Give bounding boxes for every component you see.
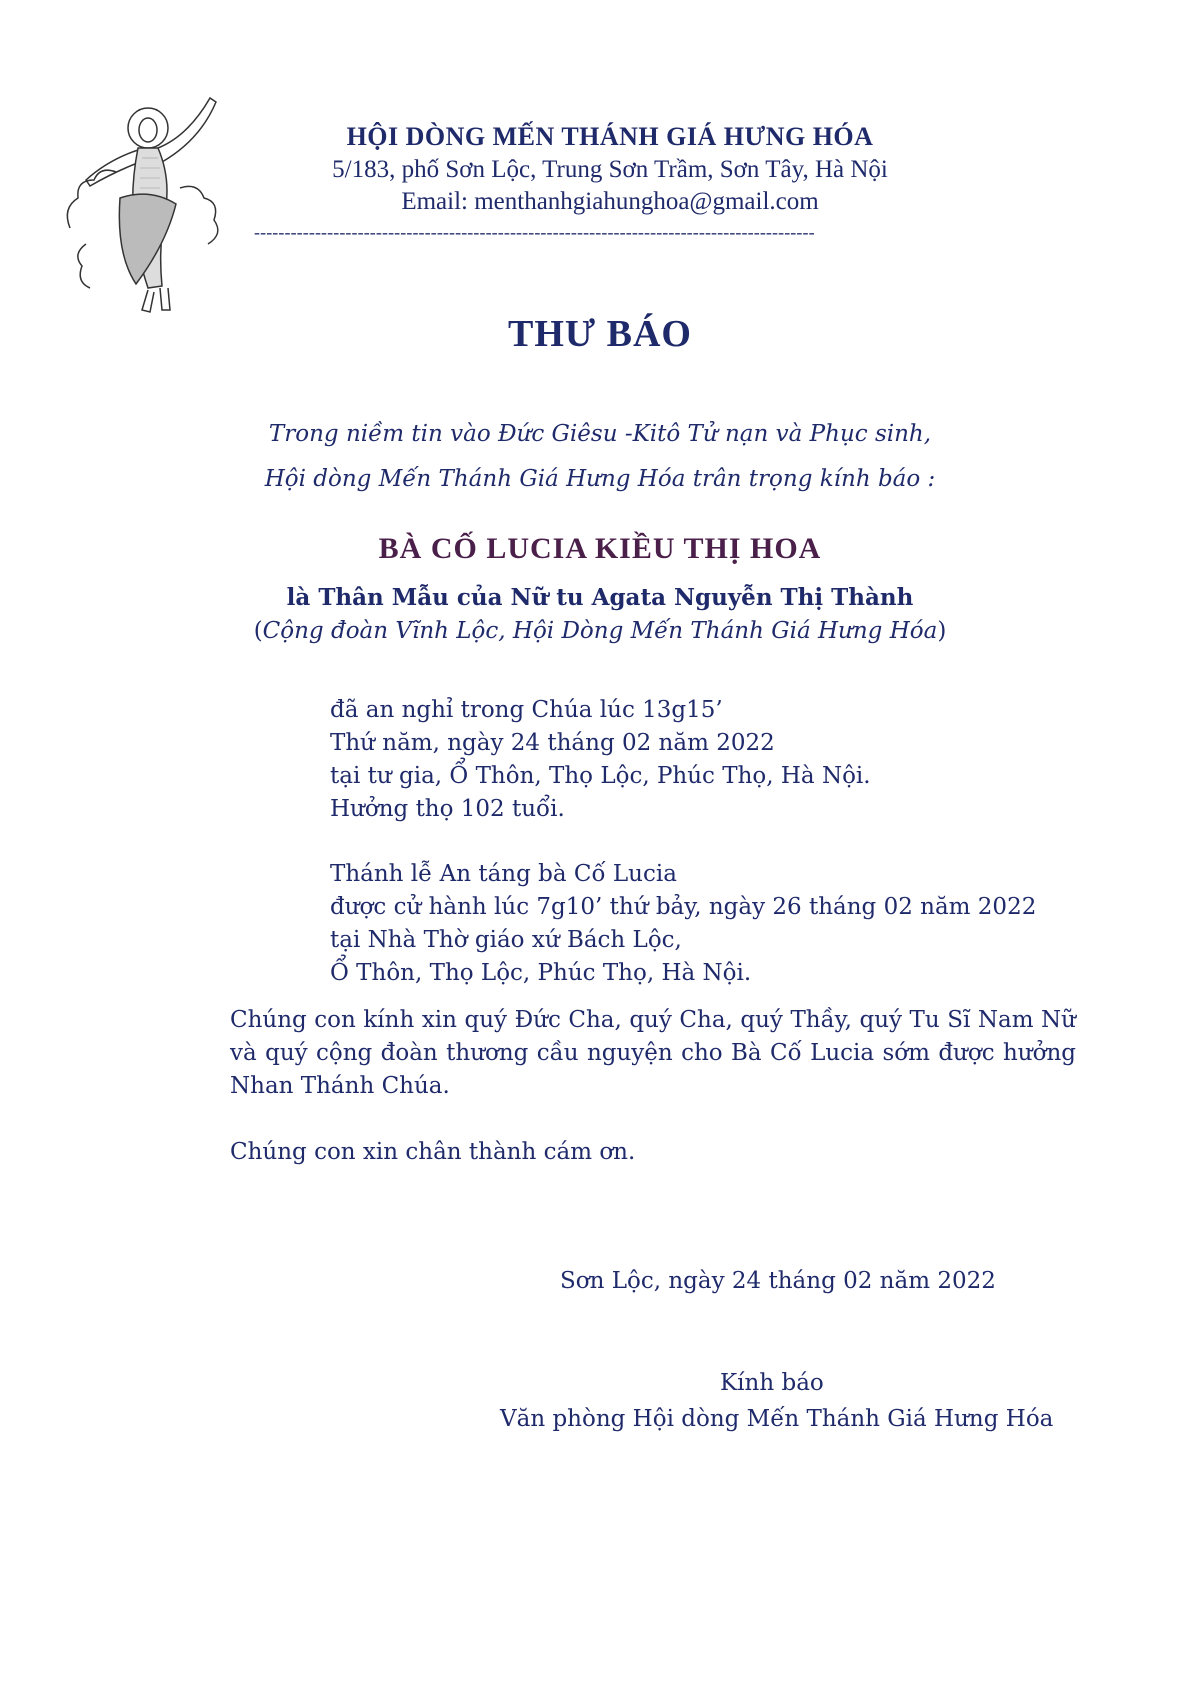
death-info-line: Hưởng thọ 102 tuổi. (330, 796, 565, 822)
header-separator: -------------------------------------------------------------------------------------------- (254, 222, 815, 242)
community-name: Cộng đoàn Vĩnh Lộc, Hội Dòng Mến Thánh Giá Hưng Hóa (262, 618, 938, 644)
thanks-line: Chúng con xin chân thành cám ơn. (230, 1139, 636, 1165)
funeral-info-line: Ổ Thôn, Thọ Lộc, Phúc Thọ, Hà Nội. (330, 960, 752, 986)
death-info-line: Thứ năm, ngày 24 tháng 02 năm 2022 (330, 730, 775, 756)
page-title: THƯ BÁO (508, 313, 692, 355)
funeral-info-line: tại Nhà Thờ giáo xứ Bách Lộc, (330, 927, 682, 953)
org-address: 5/183, phố Sơn Lộc, Trung Sơn Trầm, Sơn Tây, Hà Nội (332, 156, 888, 183)
org-email: Email: menthanhgiahunghoa@gmail.com (401, 188, 819, 215)
death-info-line: tại tư gia, Ổ Thôn, Thọ Lộc, Phúc Thọ, Hà Nội. (330, 763, 871, 789)
closing: Kính báo (720, 1370, 824, 1396)
death-info (330, 694, 871, 826)
funeral-info (330, 858, 1036, 990)
community-line (0, 618, 1200, 644)
community-close-paren: ) (937, 618, 947, 644)
prayer-request: Chúng con kính xin quý Đức Cha, quý Cha, quý Thầy, quý Tu Sĩ Nam Nữ và quý cộng đoàn thương cầu nguyện cho Bà Cố Lucia sớm được hưởng Nhan Thánh Chúa. (230, 1007, 1076, 1099)
funeral-info-line: được cử hành lúc 7g10’ thứ bảy, ngày 26 tháng 02 năm 2022 (330, 894, 1037, 920)
dateline: Sơn Lộc, ngày 24 tháng 02 năm 2022 (560, 1268, 996, 1294)
relation-line: là Thân Mẫu của Nữ tu Agata Nguyễn Thị Thành (286, 584, 914, 611)
intro-text (0, 412, 1200, 502)
risen-christ-icon (60, 88, 230, 328)
org-name: HỘI DÒNG MẾN THÁNH GIÁ HƯNG HÓA (346, 122, 874, 151)
funeral-info-line: Thánh lễ An táng bà Cố Lucia (330, 861, 677, 887)
deceased-name: BÀ CỐ LUCIA KIỀU THỊ HOA (378, 532, 822, 565)
intro-line-2: Hội dòng Mến Thánh Giá Hưng Hóa trân trọng kính báo : (264, 466, 936, 492)
death-info-line: đã an nghỉ trong Chúa lúc 13g15’ (330, 697, 723, 723)
letterhead (250, 120, 970, 218)
community-open-paren: ( (253, 618, 263, 644)
intro-line-1: Trong niềm tin vào Đức Giêsu -Kitô Tử nạn và Phục sinh, (268, 421, 932, 447)
signature: Văn phòng Hội dòng Mến Thánh Giá Hưng Hóa (500, 1406, 1054, 1432)
